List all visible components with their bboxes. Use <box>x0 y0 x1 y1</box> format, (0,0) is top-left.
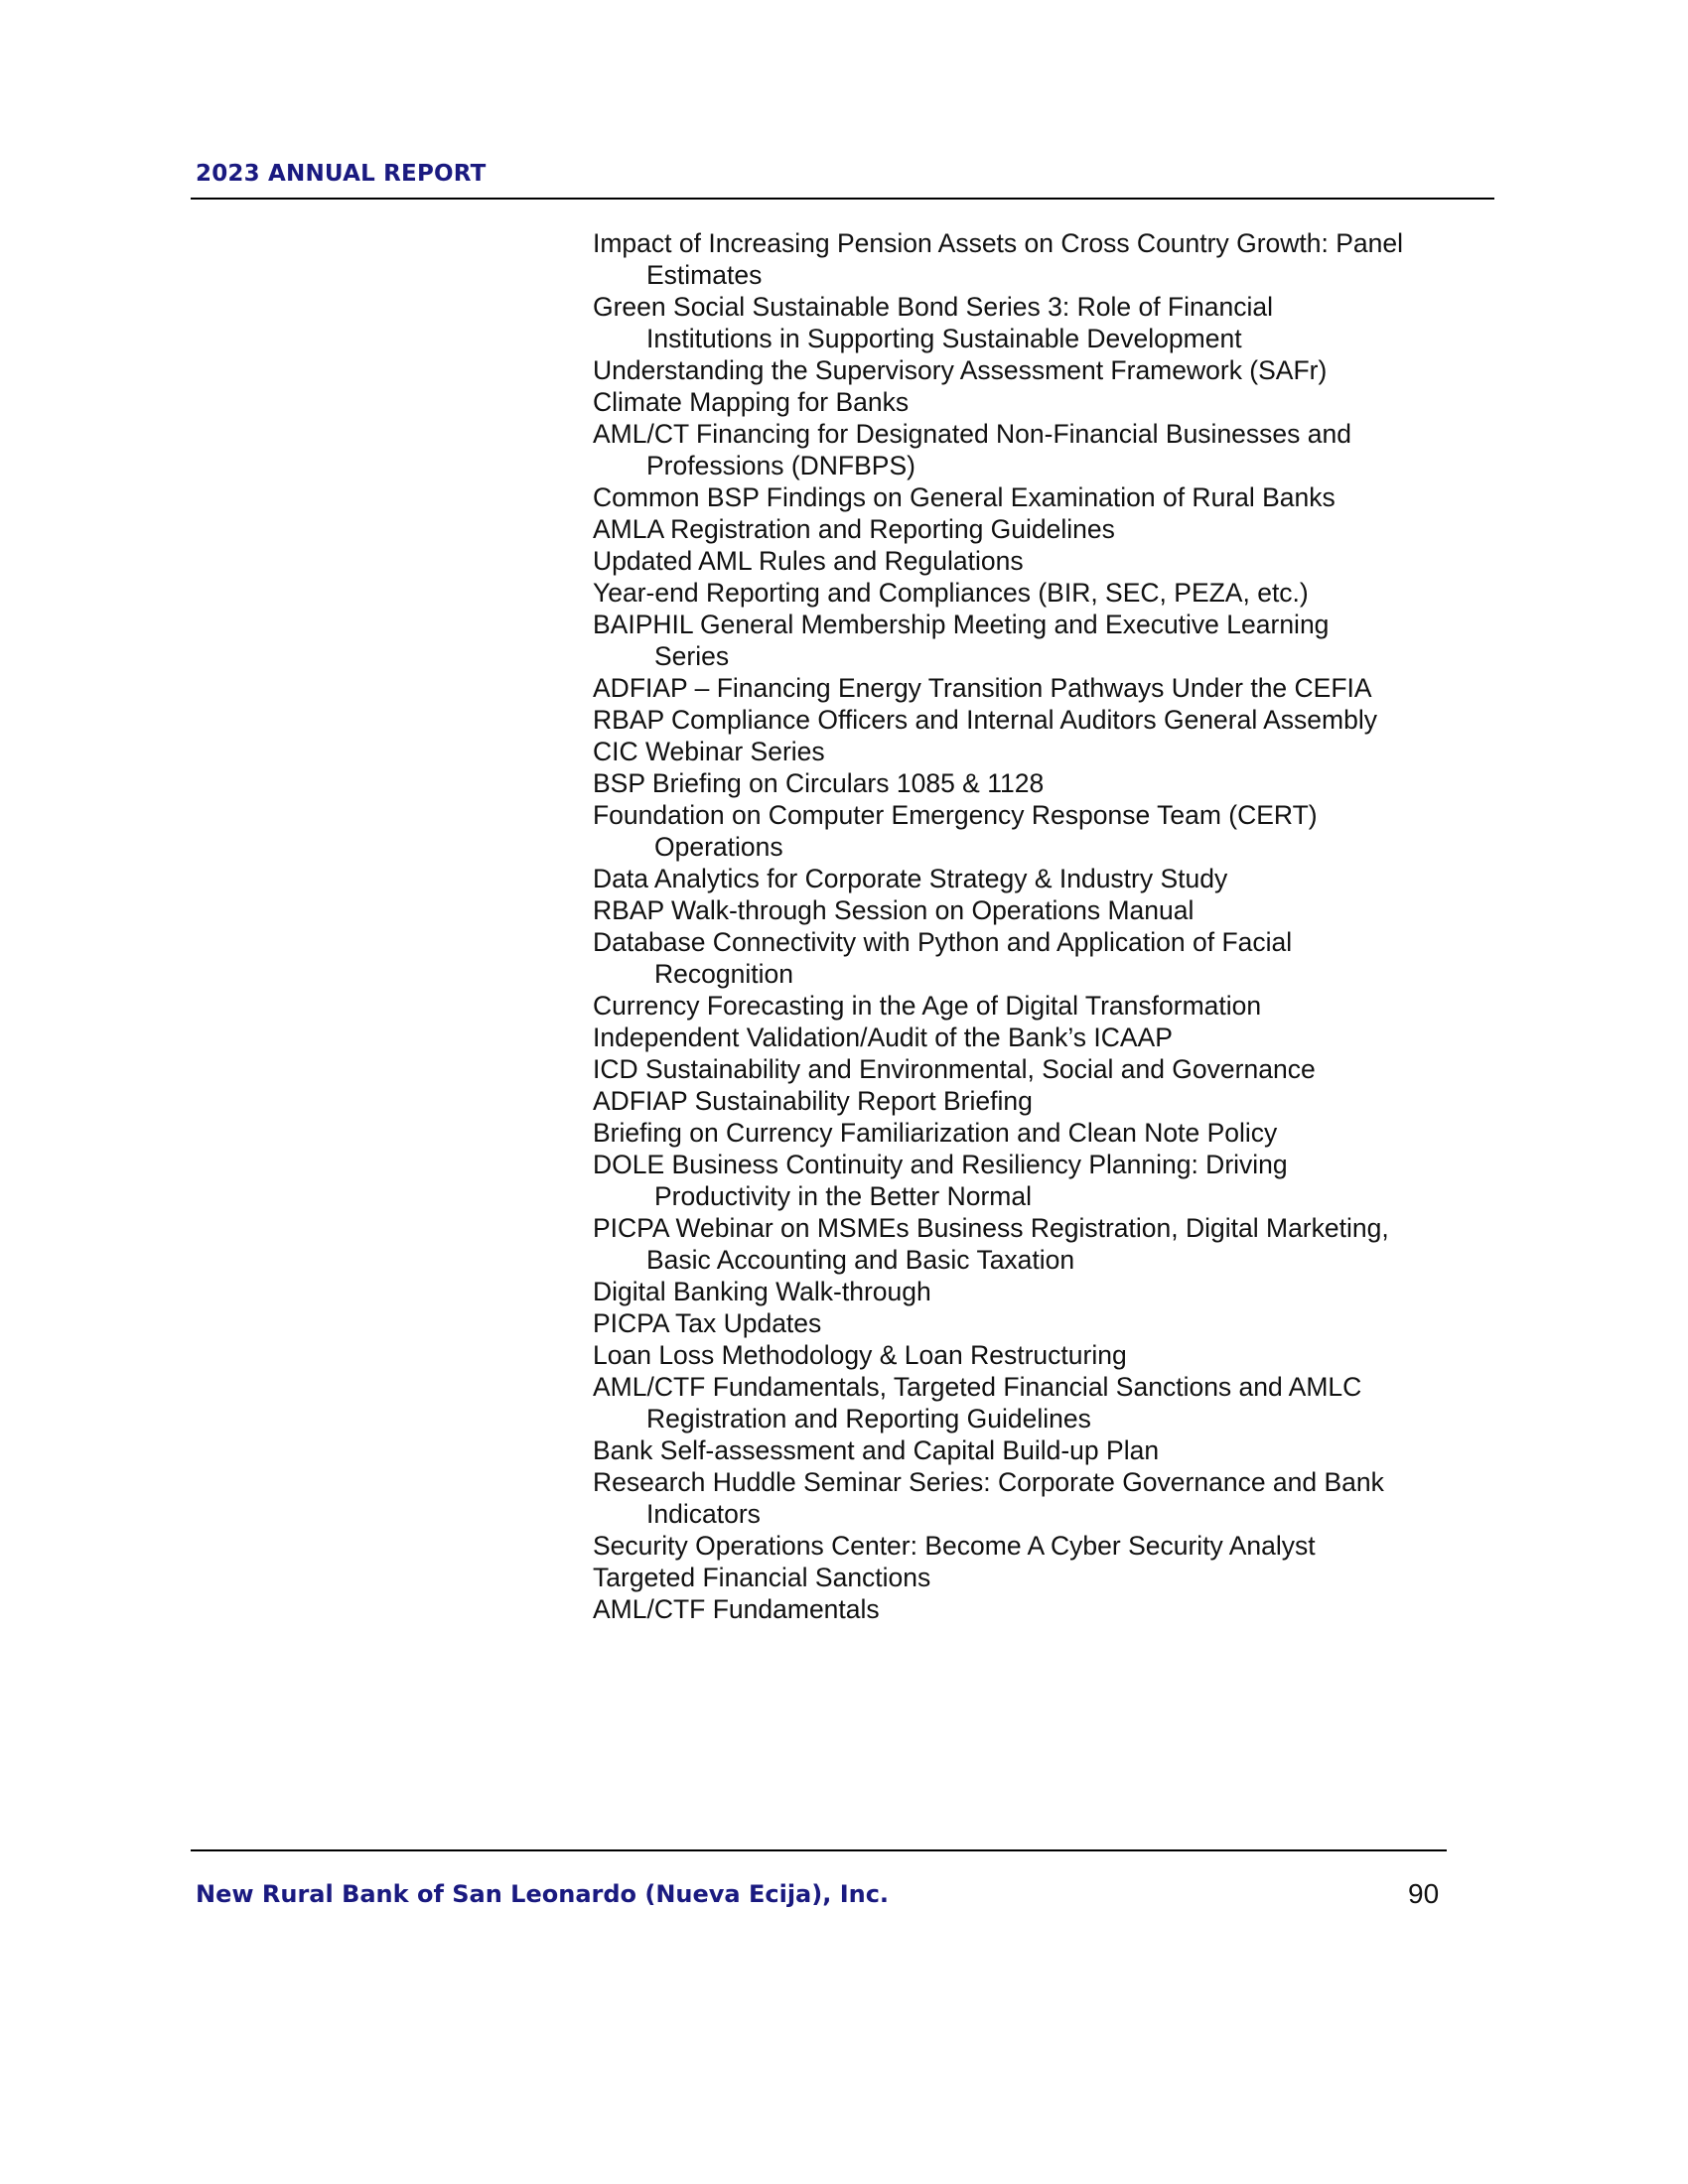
training-item <box>593 672 1486 704</box>
training-item-title: Data Analytics for Corporate Strategy & Industry Study <box>593 864 1228 893</box>
training-item-title: Updated AML Rules and Regulations <box>593 546 1024 576</box>
report-header-title: 2023 ANNUAL REPORT <box>196 161 487 187</box>
training-item-title-continued: Professions (DNFBPS) <box>646 451 915 480</box>
training-item-title-continued: Recognition <box>654 959 793 989</box>
training-item-title-continued: Estimates <box>646 260 763 290</box>
training-item <box>593 1562 1486 1593</box>
footer-organization-name: New Rural Bank of San Leonardo (Nueva Ecija), Inc. <box>196 1880 890 1908</box>
training-item <box>593 704 1486 736</box>
training-item-title: CIC Webinar Series <box>593 737 825 766</box>
training-item-title: AML/CT Financing for Designated Non-Financial Businesses and <box>593 419 1351 449</box>
training-item <box>593 1276 1486 1307</box>
training-item-title: Bank Self-assessment and Capital Build-up Plan <box>593 1435 1160 1465</box>
training-item-title: Digital Banking Walk-through <box>593 1277 931 1306</box>
training-item-title: ADFIAP Sustainability Report Briefing <box>593 1086 1033 1116</box>
training-item-title: Loan Loss Methodology & Loan Restructuring <box>593 1340 1127 1370</box>
training-item-title: PICPA Tax Updates <box>593 1308 822 1338</box>
training-item-title: Climate Mapping for Banks <box>593 387 910 417</box>
training-item <box>593 863 1486 894</box>
training-item <box>593 291 1486 354</box>
training-item <box>593 1212 1486 1276</box>
training-item-title: ADFIAP – Financing Energy Transition Pathways Under the CEFIA <box>593 673 1372 703</box>
training-item <box>593 513 1486 545</box>
training-item-title-continued: Registration and Reporting Guidelines <box>646 1404 1091 1433</box>
training-item-title-continued: Productivity in the Better Normal <box>654 1181 1032 1211</box>
training-item-title: Independent Validation/Audit of the Bank’s ICAAP <box>593 1023 1173 1052</box>
training-item <box>593 1022 1486 1053</box>
header-divider <box>191 198 1494 200</box>
training-item-title-continued: Institutions in Supporting Sustainable Development <box>646 324 1242 353</box>
training-item-title: Impact of Increasing Pension Assets on Cross Country Growth: Panel <box>593 228 1404 258</box>
training-item <box>593 894 1486 926</box>
training-item <box>593 227 1486 291</box>
training-item <box>593 767 1486 799</box>
training-list <box>593 227 1486 1625</box>
training-item <box>593 1085 1486 1117</box>
training-item-title: Currency Forecasting in the Age of Digital Transformation <box>593 991 1262 1021</box>
training-item <box>593 1434 1486 1466</box>
training-item <box>593 545 1486 577</box>
training-item-title: RBAP Compliance Officers and Internal Auditors General Assembly <box>593 705 1377 735</box>
training-item-title-continued: Series <box>654 641 730 671</box>
training-item-title: ICD Sustainability and Environmental, Social and Governance <box>593 1054 1316 1084</box>
training-item-title: PICPA Webinar on MSMEs Business Registration, Digital Marketing, <box>593 1213 1389 1243</box>
training-item <box>593 1307 1486 1339</box>
training-item-title: Foundation on Computer Emergency Response Team (CERT) <box>593 800 1318 830</box>
training-item-title: RBAP Walk-through Session on Operations Manual <box>593 895 1195 925</box>
training-item <box>593 1530 1486 1562</box>
training-item-title: Briefing on Currency Familiarization and Clean Note Policy <box>593 1118 1278 1148</box>
training-item-title: Security Operations Center: Become A Cyber Security Analyst <box>593 1531 1316 1561</box>
footer-divider <box>191 1849 1447 1851</box>
training-item-title-continued: Operations <box>654 832 783 862</box>
training-item-title: Green Social Sustainable Bond Series 3: Role of Financial <box>593 292 1273 322</box>
training-item <box>593 1053 1486 1085</box>
training-item-title: Common BSP Findings on General Examination of Rural Banks <box>593 482 1336 512</box>
training-item-title: AML/CTF Fundamentals <box>593 1594 880 1624</box>
training-item-title: DOLE Business Continuity and Resiliency Planning: Driving <box>593 1150 1288 1179</box>
training-item <box>593 1149 1486 1212</box>
training-item <box>593 418 1486 481</box>
page-number: 90 <box>1408 1878 1440 1909</box>
training-item <box>593 799 1486 863</box>
training-item-title: AMLA Registration and Reporting Guidelines <box>593 514 1115 544</box>
training-item-title: BAIPHIL General Membership Meeting and Executive Learning <box>593 610 1330 639</box>
training-item <box>593 1466 1486 1530</box>
training-item <box>593 481 1486 513</box>
training-item <box>593 1117 1486 1149</box>
training-item-title-continued: Basic Accounting and Basic Taxation <box>646 1245 1075 1275</box>
training-item-title: Database Connectivity with Python and Application of Facial <box>593 927 1293 957</box>
training-item-title: Research Huddle Seminar Series: Corporate Governance and Bank <box>593 1467 1384 1497</box>
training-item <box>593 577 1486 609</box>
training-item <box>593 736 1486 767</box>
training-item <box>593 1339 1486 1371</box>
training-item <box>593 386 1486 418</box>
training-item <box>593 354 1486 386</box>
training-item-title: BSP Briefing on Circulars 1085 & 1128 <box>593 768 1045 798</box>
training-item-title: Understanding the Supervisory Assessment Framework (SAFr) <box>593 355 1328 385</box>
training-item-title-continued: Indicators <box>646 1499 761 1529</box>
training-item <box>593 926 1486 990</box>
training-item-title: AML/CTF Fundamentals, Targeted Financial Sanctions and AMLC <box>593 1372 1362 1402</box>
training-item-title: Targeted Financial Sanctions <box>593 1563 931 1592</box>
training-item <box>593 609 1486 672</box>
training-item <box>593 1371 1486 1434</box>
training-item <box>593 990 1486 1022</box>
training-item <box>593 1593 1486 1625</box>
training-item-title: Year-end Reporting and Compliances (BIR, SEC, PEZA, etc.) <box>593 578 1309 608</box>
